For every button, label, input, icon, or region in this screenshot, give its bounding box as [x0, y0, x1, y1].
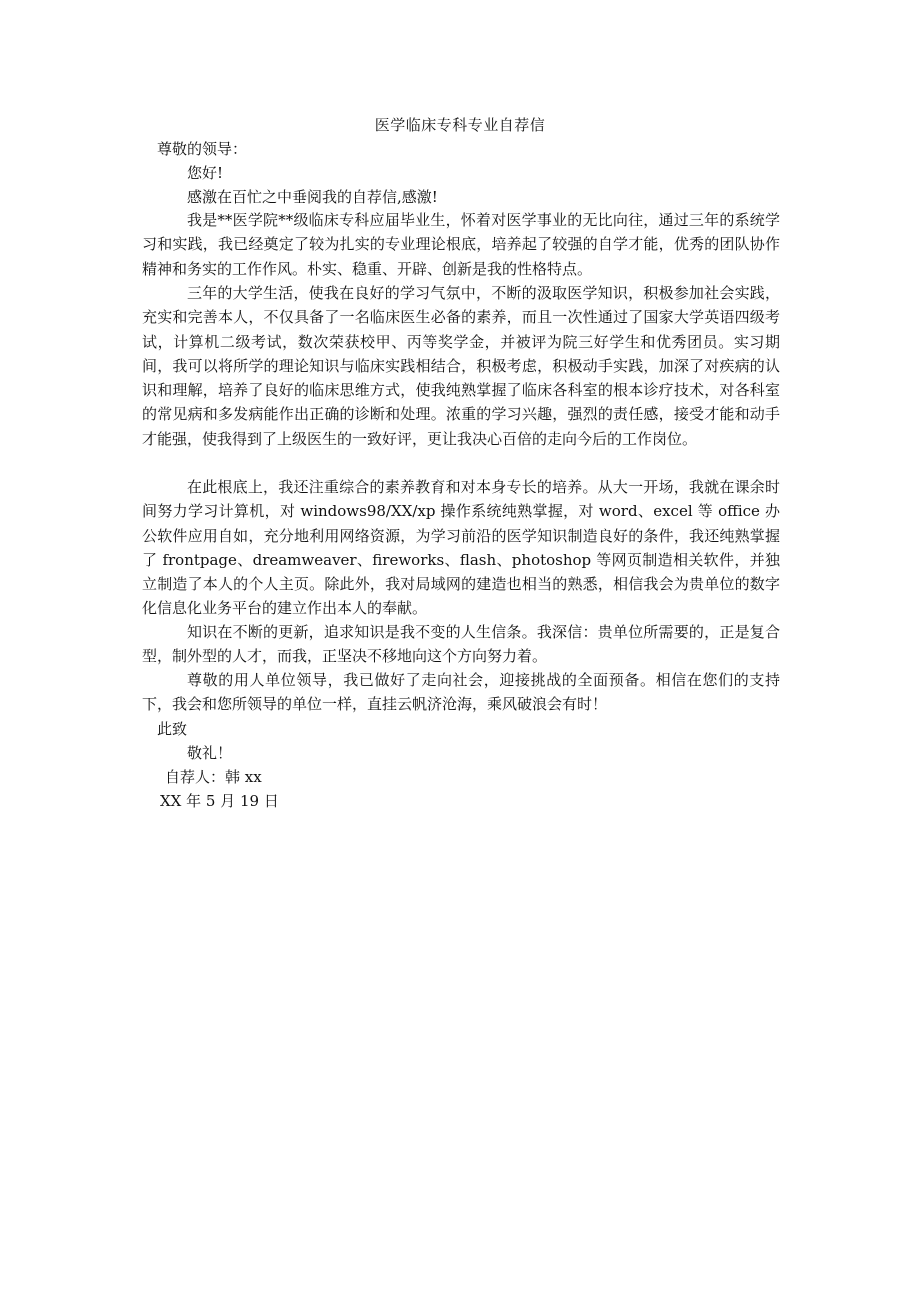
date: XX 年 5 月 19 日	[160, 792, 279, 810]
paragraph-university-life: 三年的大学生活，使我在良好的学习气氛中，不断的汲取医学知识，积极参加社会实践，充实和完善本人，不仅具备了一名临床医生必备的素养，而且一次性通过了国家大学英语四级考试，计算机二级考试，数次荣获校甲、丙等奖学金，并被评为院三好学生和优秀团员。实习期间，我可以将所学的理论知识与临床实践相结合，积极考虑，积极动手实践，加深了对疾病的认识和理解，培养了良好的临床思维方式，使我纯熟掌握了临床各科室的根本诊疗技术，对各科室的常见病和多发病能作出正确的诊断和处理。浓重的学习兴趣，强烈的责任感，接受才能和动手才能强，使我得到了上级医生的一致好评，更让我决心百倍的走向今后的工作岗位。	[142, 284, 780, 448]
paragraph-belief: 知识在不断的更新，追求知识是我不变的人生信条。我深信：贵单位所需要的，正是复合型，制外型的人才，而我，正坚决不移地向这个方向努力着。	[142, 623, 780, 666]
thanks-line: 感激在百忙之中垂阅我的自荐信,感激!	[187, 188, 438, 206]
signature: 自荐人：韩 xx	[165, 768, 262, 786]
paragraph-introduction: 我是**医学院**级临床专科应届毕业生，怀着对医学事业的无比向往，通过三年的系统学习和实践，我已经奠定了较为扎实的专业理论根底，培养起了较强的自学才能，优秀的团队协作精神和务实的工作作风。朴实、稳重、开辟、创新是我的性格特点。	[142, 211, 780, 278]
document-title: 医学临床专科专业自荐信	[374, 116, 546, 134]
greeting: 您好!	[187, 164, 224, 182]
paragraph-computer-skills: 在此根底上，我还注重综合的素养教育和对本身专长的培养。从大一开场，我就在课余时间努力学习计算机，对 windows98/XX/xp 操作系统纯熟掌握，对 word、excel 等 office 办公软件应用自如，充分地利用网络资源，为学习前沿的医学知识制造良好的条件，我还纯熟掌握了 frontpage、dreamweaver、fireworks、flash、photoshop 等网页制造相关软件，并独立制造了本人的个人主页。除此外，我对局域网的建造也相当的熟悉，相信我会为贵单位的数字化信息化业务平台的建立作出本人的奉献。	[142, 478, 780, 618]
salutation: 尊敬的领导：	[157, 140, 248, 158]
closing-regards: 此致	[157, 720, 188, 738]
closing-salute: 敬礼！	[187, 744, 233, 762]
paragraph-closing-wish: 尊敬的用人单位领导，我已做好了走向社会，迎接挑战的全面预备。相信在您们的支持下，我会和您所领导的单位一样，直挂云帆济沧海，乘风破浪会有时！	[142, 671, 780, 714]
